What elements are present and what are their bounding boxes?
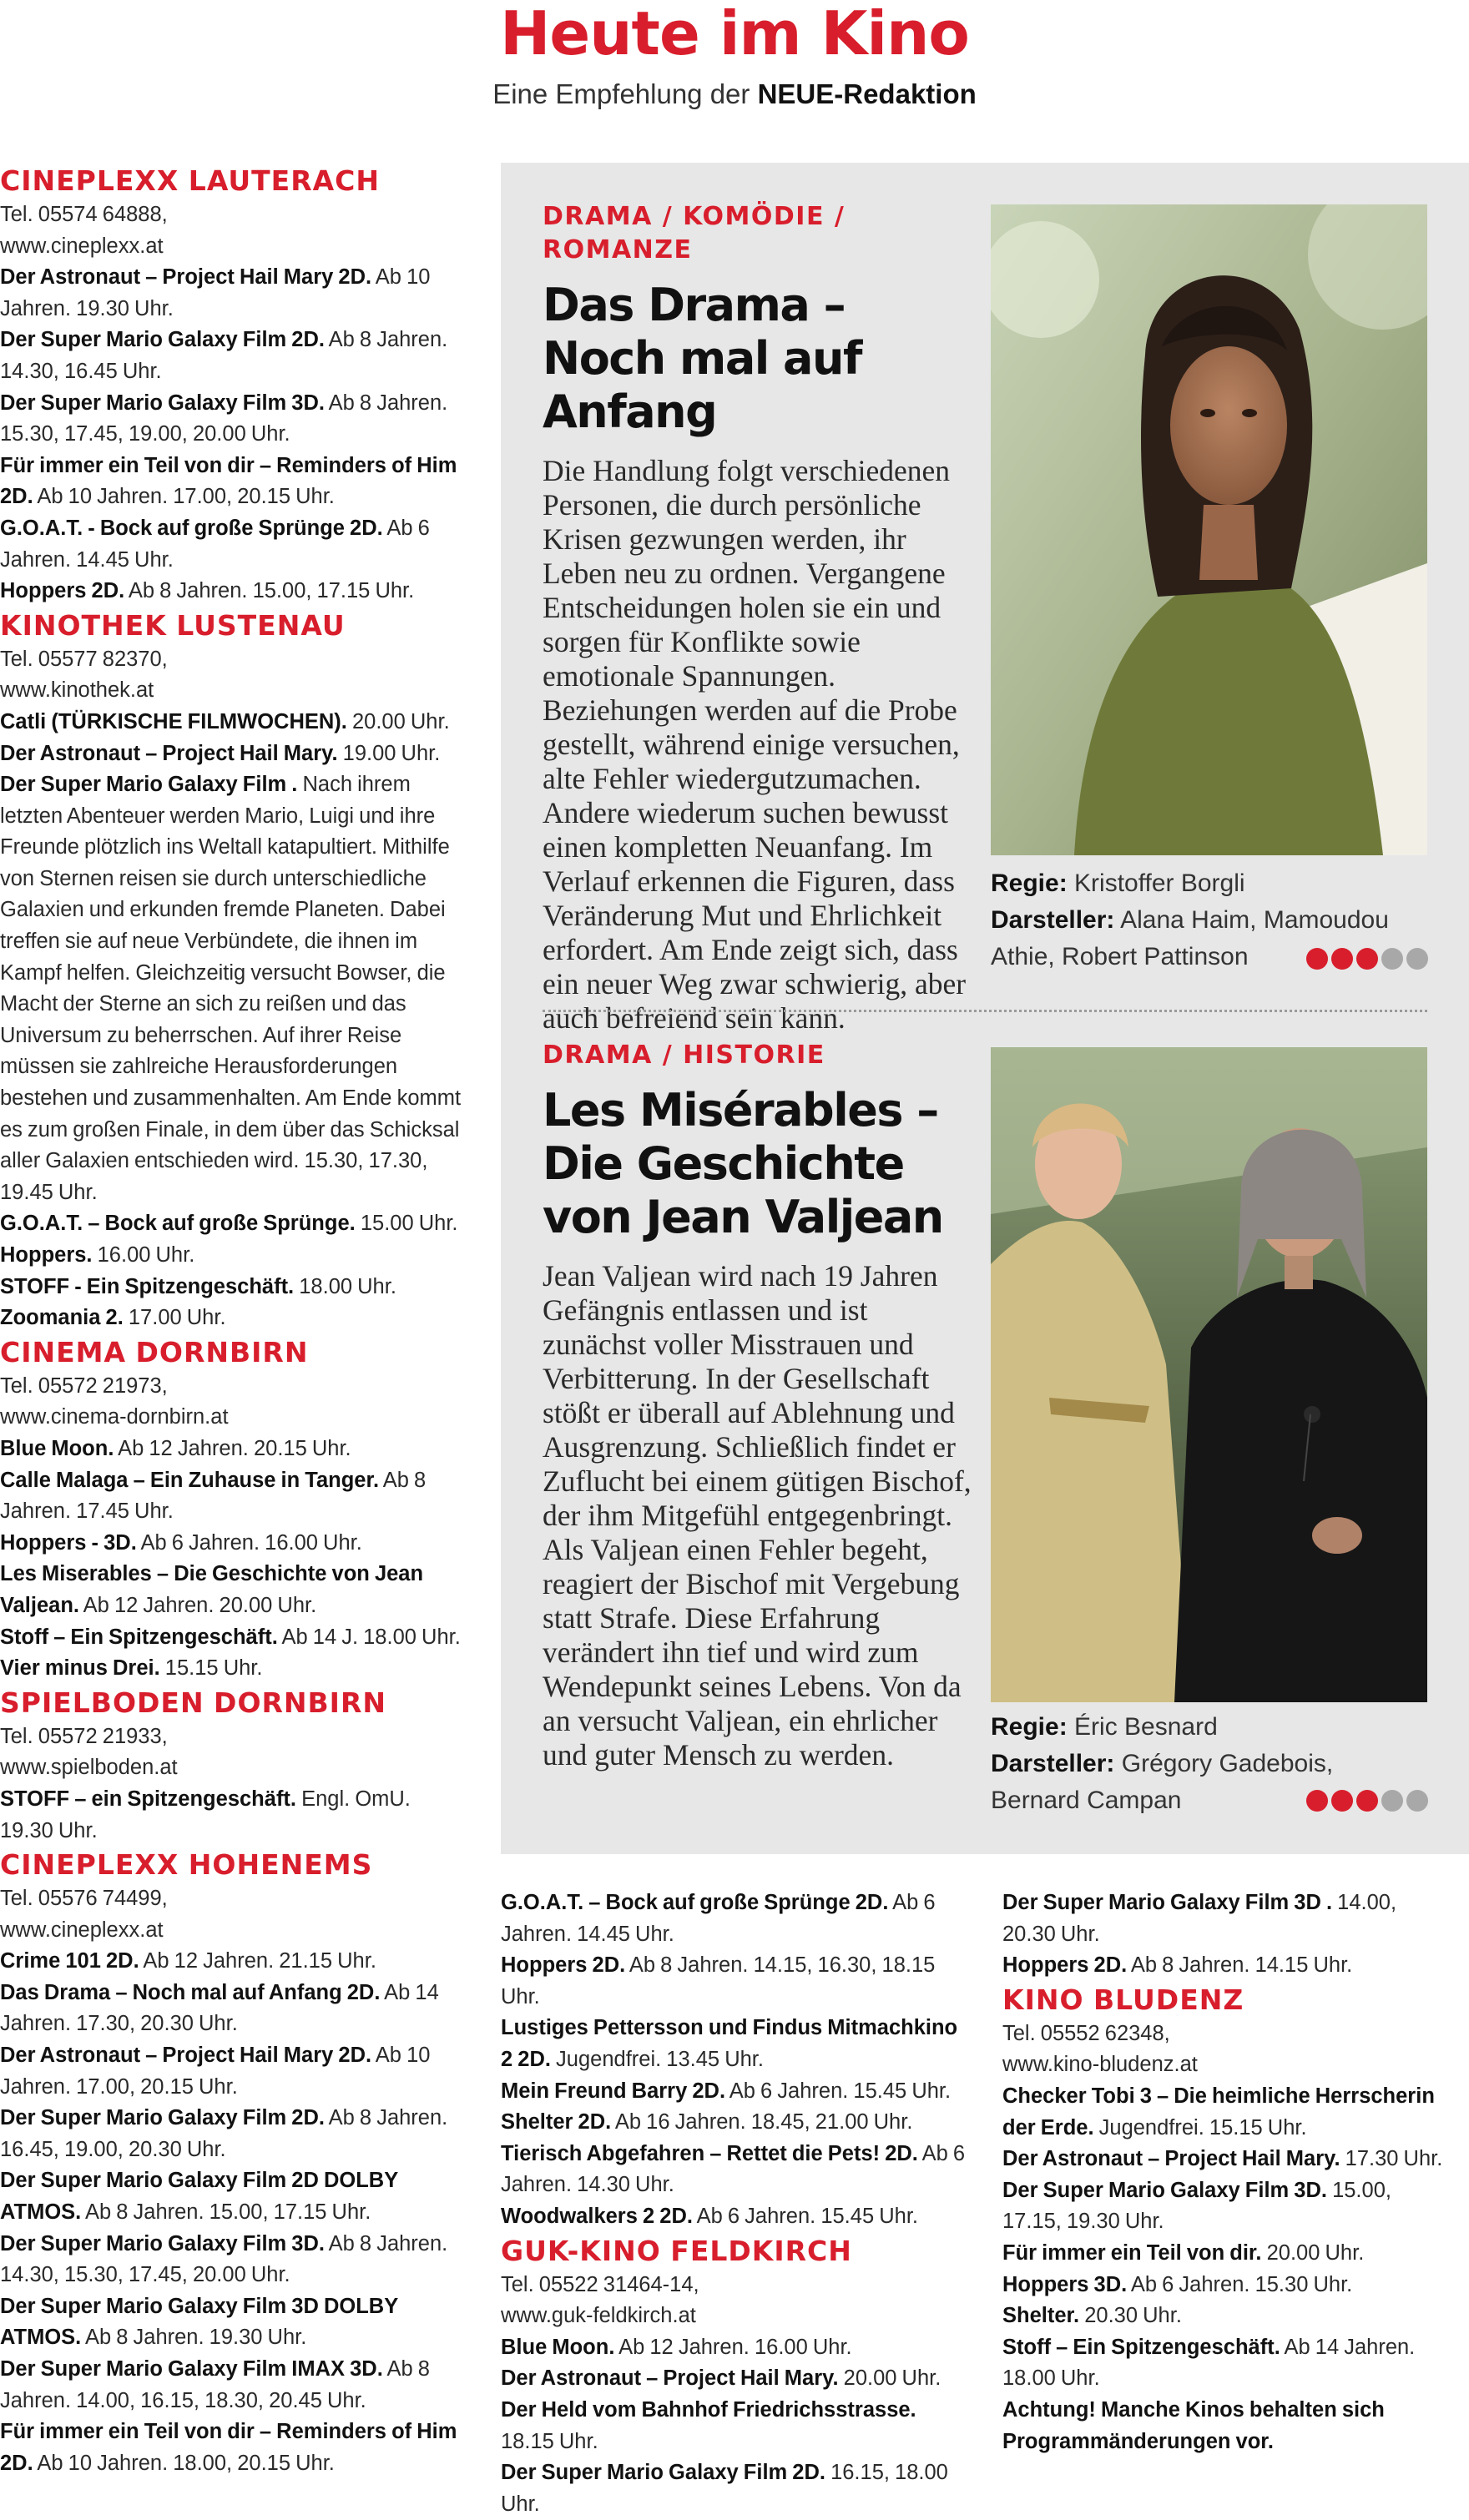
film-title: Hoppers - 3D. <box>0 1530 137 1555</box>
film-title: Der Super Mario Galaxy Film . <box>0 773 298 797</box>
film-listing <box>0 2354 467 2417</box>
film-title: Crime 101 2D. <box>0 1949 139 1973</box>
film-listing <box>0 1434 467 1465</box>
film-listing <box>0 769 467 1208</box>
cast-label: Darsteller: <box>991 1750 1115 1777</box>
cast-names: Alana Haim, Mamoudou Athie, Robert Pattinson <box>991 906 1389 970</box>
film-details: Ab 14 Jahren. 17.30, 20.30 Uhr. <box>0 1980 439 2036</box>
film-title: Mein Freund Barry 2D. <box>501 2079 726 2103</box>
film-title: Der Astronaut – Project Hail Mary. <box>1002 2147 1340 2171</box>
film-details: 18.00 Uhr. <box>299 1274 396 1298</box>
film-listing <box>0 1208 467 1240</box>
film-title: Shelter. <box>1002 2304 1080 2328</box>
rating-dot-empty <box>1381 948 1403 970</box>
film-details: 15.15 Uhr. <box>164 1656 263 1681</box>
film-title: Woodwalkers 2 2D. <box>501 2204 693 2228</box>
film-listing <box>0 738 467 770</box>
film-listing <box>501 2457 973 2520</box>
cinema-contact: Tel. 05572 21933, <box>0 1724 168 1748</box>
film-details: Ab 8 Jahren. 16.45, 19.00, 20.30 Uhr. <box>0 2106 448 2161</box>
rating-dot-filled <box>1306 1790 1328 1812</box>
film-title: Blue Moon. <box>0 1436 114 1460</box>
film-details: Ab 12 Jahren. 20.15 Uhr. <box>118 1436 351 1460</box>
film-title: Stoff – Ein Spitzengeschäft. <box>0 1625 278 1649</box>
film-title: Blue Moon. <box>501 2335 615 2359</box>
film-listing <box>0 2040 467 2103</box>
cinema-contact: www.guk-feldkirch.at <box>501 2304 696 2328</box>
film-details: Jugendfrei. 13.45 Uhr. <box>556 2047 764 2071</box>
film-title: G.O.A.T. - Bock auf große Sprünge 2D. <box>0 516 383 540</box>
film-details: Nach ihrem letzten Abenteuer werden Mario, Luigi und ihre Freunde plötzlich ins Weltall katapultiert. Mithilfe von Sternen reisen sie durch unterschiedliche Galaxien und erkunden fremde Planeten. Dabei treffen sie auf neue Verbündete, die ihnen im Kampf helfen. Gleichzeitig versucht Bowser, die Macht der Sterne an sich zu reißen und das Universum zu beherrschen. Auf ihrer Reise müssen sie zahlreiche Herausforderungen bestehen und zusammenhalten. Am Ende kommt es zum großen Finale, in dem über das Schicksal aller Galaxien entschieden wird. 15.30, 17.30, 19.45 Uhr. <box>0 773 462 1204</box>
cinema-contact: www.spielboden.at <box>0 1756 178 1780</box>
cinema-listings-middle <box>501 1887 973 2520</box>
film-title: Der Super Mario Galaxy Film IMAX 3D. <box>0 2357 383 2381</box>
film-details: Ab 6 Jahren. 14.45 Uhr. <box>0 516 430 572</box>
film-title: Der Super Mario Galaxy Film 2D. <box>501 2461 825 2485</box>
film-title: Checker Tobi 3 – Die heimliche Herrscherin der Erde. <box>1002 2084 1435 2139</box>
film-title: Der Held vom Bahnhof Friedrichsstrasse. <box>501 2397 916 2422</box>
rating-dot-filled <box>1356 948 1378 970</box>
director-name: Éric Besnard <box>1074 1713 1218 1741</box>
film-listing <box>0 1559 467 1621</box>
cinema-contact: www.cineplexx.at <box>0 234 164 258</box>
film-title: STOFF - Ein Spitzengeschäft. <box>0 1274 295 1298</box>
cinema-name: CINEPLEXX LAUTERACH <box>0 164 380 197</box>
film-title: Hoppers 2D. <box>0 579 125 603</box>
film-listing <box>0 2229 467 2291</box>
film-details: Ab 10 Jahren. 18.00, 20.15 Uhr. <box>37 2451 335 2475</box>
film-listing <box>0 513 467 576</box>
film-listing <box>0 2291 467 2354</box>
director-name: Kristoffer Borgli <box>1074 869 1245 897</box>
film-details: 20.30 Uhr. <box>1084 2304 1182 2328</box>
film-details: 20.00 Uhr. <box>351 709 450 733</box>
film-listing <box>0 2417 467 2479</box>
film-details: Ab 12 Jahren. 16.00 Uhr. <box>618 2335 852 2359</box>
rating-dot-filled <box>1331 948 1353 970</box>
feature-description: Die Handlung folgt verschiedenen Personen, die durch persönliche Krisen gezwungen werden, ihr Leben neu zu ordnen. Vergangene Entscheidungen holen sie ein und sorgen für Konflikte sowie emotionale Spannungen. Beziehungen werden auf die Probe gestellt, während einige versuchen, alte Fehler wiedergutzumachen. Andere wiederum suchen bewusst einen kompletten Neuanfang. Im Verlauf erkennen die Figuren, dass Veränderung Mut und Ehrlichkeit erfordert. Am Ende zeigt sich, dass ein neuer Weg zwar schwierig, aber auch befreiend sein kann. <box>543 454 967 1035</box>
film-details: 15.00, 17.15, 19.30 Uhr. <box>1002 2178 1391 2234</box>
film-title: Der Super Mario Galaxy Film 3D . <box>1002 1891 1333 1914</box>
cinema-name: KINOTHEK LUSTENAU <box>0 608 346 642</box>
cast-label: Darsteller: <box>991 906 1115 934</box>
film-title: Der Super Mario Galaxy Film 3D. <box>0 2231 325 2255</box>
film-details: Ab 8 Jahren. 15.30, 17.45, 19.00, 20.00 Uhr. <box>0 391 448 446</box>
film-listing <box>501 1950 973 2013</box>
film-title: Das Drama – Noch mal auf Anfang 2D. <box>0 1980 381 2004</box>
film-listing <box>0 1240 467 1272</box>
film-title: Hoppers 2D. <box>501 1953 626 1978</box>
cinema-name: CINEPLEXX HOHENEMS <box>0 1848 373 1882</box>
film-listing <box>0 1622 467 1654</box>
film-listing <box>1002 2301 1453 2332</box>
film-details: Jugendfrei. 15.15 Uhr. <box>1098 2115 1307 2139</box>
film-listing <box>0 2165 467 2228</box>
film-listing <box>501 2363 973 2395</box>
film-title: Vier minus Drei. <box>0 1656 160 1681</box>
film-listing <box>0 1784 467 1847</box>
film-title: Stoff – Ein Spitzengeschäft. <box>1002 2335 1280 2359</box>
film-details: Ab 8 Jahren. 14.00, 16.15, 18.30, 20.45 Uhr. <box>0 2357 430 2412</box>
film-listing <box>0 1653 467 1685</box>
film-listing <box>1002 2270 1453 2301</box>
film-details: Ab 14 J. 18.00 Uhr. <box>281 1625 461 1649</box>
film-title: Der Astronaut – Project Hail Mary. <box>0 741 338 765</box>
cinema-contact: Tel. 05577 82370, <box>0 647 168 671</box>
cinema-contact: Tel. 05574 64888, <box>0 203 168 226</box>
feature-divider <box>543 1010 1427 1012</box>
cinema-contact: Tel. 05576 74499, <box>0 1887 168 1911</box>
film-details: Ab 8 Jahren. 14.30, 15.30, 17.45, 20.00 Uhr. <box>0 2231 448 2287</box>
film-listing <box>501 2201 973 2233</box>
rating-dot-filled <box>1356 1790 1378 1812</box>
rating-dot-empty <box>1381 1790 1403 1812</box>
cinema-contact: www.kino-bludenz.at <box>1002 2053 1198 2077</box>
film-listing <box>0 262 467 325</box>
film-title: Hoppers 3D. <box>1002 2272 1128 2296</box>
film-details: Ab 8 Jahren. 15.00, 17.15 Uhr. <box>84 2200 371 2225</box>
film-listing <box>501 2076 973 2108</box>
film-listing <box>501 2013 973 2075</box>
film-title: Hoppers 2D. <box>1002 1953 1128 1978</box>
film-details: Ab 10 Jahren. 19.30 Uhr. <box>0 265 431 320</box>
film-title: Calle Malaga – Ein Zuhause in Tanger. <box>0 1468 380 1492</box>
film-details: 20.00 Uhr. <box>1266 2240 1365 2265</box>
film-title: Les Miserables – Die Geschichte von Jean Valjean. <box>0 1562 424 1617</box>
film-title: Der Super Mario Galaxy Film 3D DOLBY ATMOS. <box>0 2294 398 2350</box>
page-title: Heute im Kino <box>500 0 969 68</box>
cinema-contact: Tel. 05572 21973, <box>0 1373 168 1398</box>
rating-dot-empty <box>1406 1790 1428 1812</box>
cinema-name: SPIELBODEN DORNBIRN <box>0 1686 386 1719</box>
film-details: Ab 16 Jahren. 18.45, 21.00 Uhr. <box>614 2110 913 2134</box>
film-listing <box>0 1528 467 1560</box>
film-details: 14.00, 20.30 Uhr. <box>1002 1891 1397 1946</box>
film-title: G.O.A.T. – Bock auf große Sprünge. <box>0 1212 356 1236</box>
film-details: Ab 10 Jahren. 17.00, 20.15 Uhr. <box>0 2044 431 2099</box>
film-details: Ab 14 Jahren. 18.00 Uhr. <box>1002 2335 1416 2391</box>
film-listing <box>0 388 467 451</box>
film-details: Ab 8 Jahren. 15.00, 17.15 Uhr. <box>128 579 415 603</box>
rating-das-drama <box>1306 948 1428 970</box>
film-listing <box>1002 2332 1453 2395</box>
film-details: 20.00 Uhr. <box>843 2366 941 2391</box>
feature-genre: DRAMA / KOMÖDIE / ROMANZE <box>543 202 846 265</box>
film-title: Catli (TÜRKISCHE FILMWOCHEN). <box>0 709 347 733</box>
film-details: Ab 6 Jahren. 15.45 Uhr. <box>696 2204 918 2228</box>
cinema-contact: www.cinema-dornbirn.at <box>0 1405 229 1429</box>
film-details: Ab 8 Jahren. 14.15, 16.30, 18.15 Uhr. <box>501 1953 936 2008</box>
film-details: Ab 6 Jahren. 16.00 Uhr. <box>140 1530 362 1555</box>
cinema-listings-right <box>1002 1887 1453 2457</box>
cinema-name: CINEMA DORNBIRN <box>0 1335 309 1368</box>
film-details: 17.00 Uhr. <box>128 1306 226 1330</box>
film-title: Der Astronaut – Project Hail Mary. <box>501 2366 839 2391</box>
film-listing <box>0 2103 467 2165</box>
cinema-contact: www.cineplexx.at <box>0 1918 164 1942</box>
film-listing <box>501 2395 973 2457</box>
cast-names: Grégory Gadebois, Bernard Campan <box>991 1750 1334 1814</box>
film-title: Der Astronaut – Project Hail Mary 2D. <box>0 2044 372 2068</box>
feature-les-miserables <box>543 1039 977 1772</box>
cinema-name: GUK-KINO FELDKIRCH <box>501 2234 852 2267</box>
cinema-contact: Tel. 05552 62348, <box>1002 2021 1170 2045</box>
film-title: Zoomania 2. <box>0 1306 124 1330</box>
film-title: Der Super Mario Galaxy Film 3D. <box>0 391 325 415</box>
film-details: Ab 10 Jahren. 17.00, 20.15 Uhr. <box>37 485 335 509</box>
program-notice: Achtung! Manche Kinos behalten sich Programmänderungen vor. <box>1002 2397 1385 2453</box>
film-details: 18.15 Uhr. <box>501 2429 598 2453</box>
film-details: Engl. OmU. 19.30 Uhr. <box>0 1787 411 1842</box>
director-label: Regie: <box>991 1713 1068 1741</box>
film-listing <box>1002 1950 1453 1982</box>
page-subtitle <box>0 78 1469 111</box>
cinema-contact: Tel. 05522 31464-14, <box>501 2272 699 2296</box>
film-details: Ab 12 Jahren. 21.15 Uhr. <box>143 1949 376 1973</box>
film-details: Ab 6 Jahren. 14.30 Uhr. <box>501 2141 966 2197</box>
film-details: Ab 8 Jahren. 14.30, 16.45 Uhr. <box>0 328 448 383</box>
film-title: Shelter 2D. <box>501 2110 612 2134</box>
film-details: Ab 8 Jahren. 19.30 Uhr. <box>84 2326 307 2350</box>
film-listing <box>1002 2144 1453 2175</box>
film-title: Für immer ein Teil von dir – Reminders of Him 2D. <box>0 2420 457 2475</box>
film-listing <box>501 2139 973 2201</box>
film-title: Für immer ein Teil von dir. <box>1002 2240 1262 2265</box>
film-listing <box>1002 2081 1453 2144</box>
film-title: Der Super Mario Galaxy Film 2D. <box>0 328 325 352</box>
film-title: Der Astronaut – Project Hail Mary 2D. <box>0 265 372 290</box>
feature-title: Das Drama – Noch mal auf Anfang <box>543 279 861 438</box>
film-listing <box>0 1272 467 1303</box>
film-title: Tierisch Abgefahren – Rettet die Pets! 2D. <box>501 2141 918 2165</box>
film-listing <box>1002 2175 1453 2238</box>
film-listing <box>1002 2238 1453 2270</box>
film-still-das-drama <box>991 204 1427 855</box>
film-details: 15.00 Uhr. <box>360 1212 458 1236</box>
film-listing <box>501 2332 973 2364</box>
film-listing <box>1002 1887 1453 1950</box>
film-listing <box>0 1465 467 1528</box>
film-title: G.O.A.T. – Bock auf große Sprünge 2D. <box>501 1891 889 1914</box>
feature-description: Jean Valjean wird nach 19 Jahren Gefängnis entlassen und ist zunächst voller Misstrauen und Verbitterung. In der Gesellschaft stößt er überall auf Ablehnung und Ausgrenzung. Schließlich findet er Zuflucht bei einem gütigen Bischof, der ihm Mitgefühl entgegenbringt. Als Valjean einen Fehler begeht, reagiert der Bischof mit Vergebung statt Strafe. Diese Erfahrung verändert ihn tief und wird zum Wendepunkt seines Lebens. Von da an versucht Valjean, ein ehrlicher und guter Mensch zu werden. <box>543 1259 972 1772</box>
film-listing <box>0 1303 467 1334</box>
film-listing <box>0 1946 467 1978</box>
film-listing <box>0 707 467 738</box>
film-details: 16.15, 18.00 Uhr. <box>501 2461 948 2516</box>
film-details: Ab 8 Jahren. 17.45 Uhr. <box>0 1468 427 1524</box>
subtitle-text: Eine Empfehlung der <box>492 78 750 109</box>
rating-dot-filled <box>1306 948 1328 970</box>
rating-dot-empty <box>1406 948 1428 970</box>
film-title: Lustiges Pettersson und Findus Mitmachkino 2 2D. <box>501 2016 958 2071</box>
feature-das-drama <box>543 200 977 1036</box>
film-details: Ab 8 Jahren. 14.15 Uhr. <box>1130 1953 1353 1978</box>
subtitle-brand: NEUE-Redaktion <box>757 78 977 109</box>
feature-title: Les Misérables – Die Geschichte von Jean Valjean <box>543 1084 943 1243</box>
film-listing <box>0 1978 467 2040</box>
film-listing <box>501 1887 973 1950</box>
film-details: Ab 12 Jahren. 20.00 Uhr. <box>83 1593 317 1617</box>
director-label: Regie: <box>991 869 1068 897</box>
film-title: Der Super Mario Galaxy Film 3D. <box>1002 2178 1327 2202</box>
film-title: STOFF – ein Spitzengeschäft. <box>0 1787 297 1811</box>
film-details: 16.00 Uhr. <box>97 1243 195 1267</box>
cinema-name: KINO BLUDENZ <box>1002 1983 1244 2016</box>
film-listing <box>0 576 467 607</box>
cinema-contact: www.kinothek.at <box>0 678 154 703</box>
film-details: 17.30 Uhr. <box>1345 2147 1443 2171</box>
film-title: Für immer ein Teil von dir – Reminders of Him 2D. <box>0 453 457 509</box>
film-listing <box>0 451 467 513</box>
film-listing <box>0 325 467 387</box>
film-details: 19.00 Uhr. <box>342 741 441 765</box>
film-listing <box>501 2107 973 2139</box>
feature-genre: DRAMA / HISTORIE <box>543 1041 825 1070</box>
rating-les-miserables <box>1306 1790 1428 1812</box>
film-details: Ab 6 Jahren. 14.45 Uhr. <box>501 1891 936 1946</box>
film-title: Der Super Mario Galaxy Film 2D DOLBY ATMOS. <box>0 2169 398 2225</box>
film-details: Ab 6 Jahren. 15.45 Uhr. <box>729 2079 952 2103</box>
cinema-listings-left <box>0 163 467 2479</box>
rating-dot-filled <box>1331 1790 1353 1812</box>
film-details: Ab 6 Jahren. 15.30 Uhr. <box>1130 2272 1353 2296</box>
film-title: Hoppers. <box>0 1243 93 1267</box>
film-title: Der Super Mario Galaxy Film 2D. <box>0 2106 325 2130</box>
film-still-les-miserables <box>991 1047 1427 1702</box>
